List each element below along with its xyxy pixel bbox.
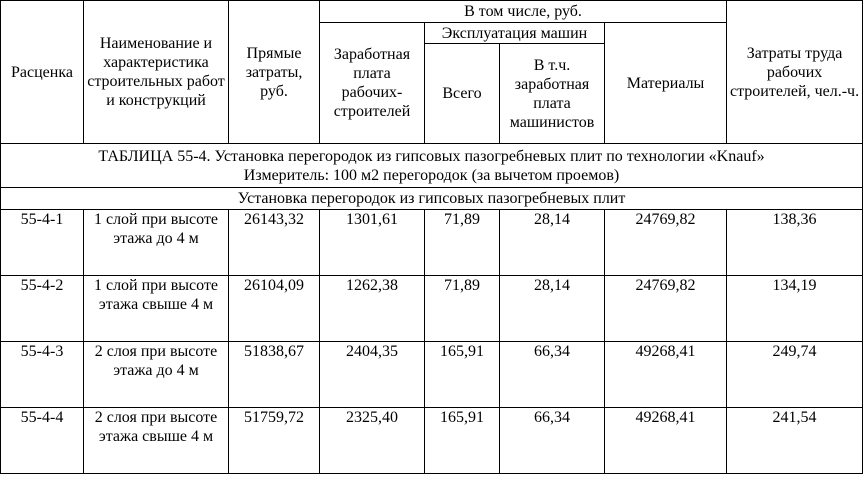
- row-direct: 51759,72: [229, 408, 320, 474]
- header-machines-wages: В т.ч. заработная плата машинистов: [500, 44, 605, 144]
- row-direct: 26104,09: [229, 276, 320, 342]
- row-labor: 249,74: [727, 342, 863, 408]
- row-name: 2 слоя при высоте этажа до 4 м: [84, 342, 229, 408]
- row-labor: 134,19: [727, 276, 863, 342]
- row-code: 55-4-2: [1, 276, 84, 342]
- header-name: Наименование и характеристика строительных работ и конструкций: [84, 1, 229, 144]
- header-labor: Затраты труда рабочих строителей, чел.-ч.: [727, 1, 863, 144]
- row-wages: 1301,61: [320, 210, 425, 276]
- row-code: 55-4-3: [1, 342, 84, 408]
- header-including: В том числе, руб.: [320, 1, 727, 23]
- row-wages: 1262,38: [320, 276, 425, 342]
- table-row: [1, 408, 863, 474]
- row-code: 55-4-1: [1, 210, 84, 276]
- header-machines-total: Всего: [425, 44, 500, 144]
- header-machines: Эксплуатация машин: [425, 23, 605, 44]
- row-code: 55-4-4: [1, 408, 84, 474]
- header-direct-costs: Прямые затраты, руб.: [229, 1, 320, 144]
- table-row: [1, 276, 863, 342]
- table-unit: Измеритель: 100 м2 перегородок (за вычетом проемов): [243, 166, 620, 184]
- section-title: Установка перегородок из гипсовых пазогребневых плит: [1, 188, 863, 210]
- table-title: ТАБЛИЦА 55-4. Установка перегородок из гипсовых пазогребневых плит по технологии «Knauf»: [98, 147, 765, 165]
- row-machines-wages: 28,14: [500, 276, 605, 342]
- row-name: 1 слой при высоте этажа до 4 м: [84, 210, 229, 276]
- row-name: 1 слой при высоте этажа свыше 4 м: [84, 276, 229, 342]
- row-wages: 2404,35: [320, 342, 425, 408]
- row-materials: 49268,41: [605, 408, 727, 474]
- row-machines-wages: 28,14: [500, 210, 605, 276]
- row-machines-total: 165,91: [425, 408, 500, 474]
- row-name: 2 слоя при высоте этажа свыше 4 м: [84, 408, 229, 474]
- table-row: [1, 210, 863, 276]
- row-machines-total: 71,89: [425, 276, 500, 342]
- row-labor: 138,36: [727, 210, 863, 276]
- row-materials: 24769,82: [605, 210, 727, 276]
- row-machines-wages: 66,34: [500, 408, 605, 474]
- row-machines-total: 71,89: [425, 210, 500, 276]
- header-code: Расценка: [1, 1, 84, 144]
- header-materials: Материалы: [605, 23, 727, 144]
- row-machines-wages: 66,34: [500, 342, 605, 408]
- row-machines-total: 165,91: [425, 342, 500, 408]
- header-wages: Заработная плата рабочих-строителей: [320, 23, 425, 144]
- row-labor: 241,54: [727, 408, 863, 474]
- table-caption: [1, 144, 863, 188]
- table-row: [1, 342, 863, 408]
- row-direct: 51838,67: [229, 342, 320, 408]
- row-direct: 26143,32: [229, 210, 320, 276]
- row-wages: 2325,40: [320, 408, 425, 474]
- row-materials: 49268,41: [605, 342, 727, 408]
- row-materials: 24769,82: [605, 276, 727, 342]
